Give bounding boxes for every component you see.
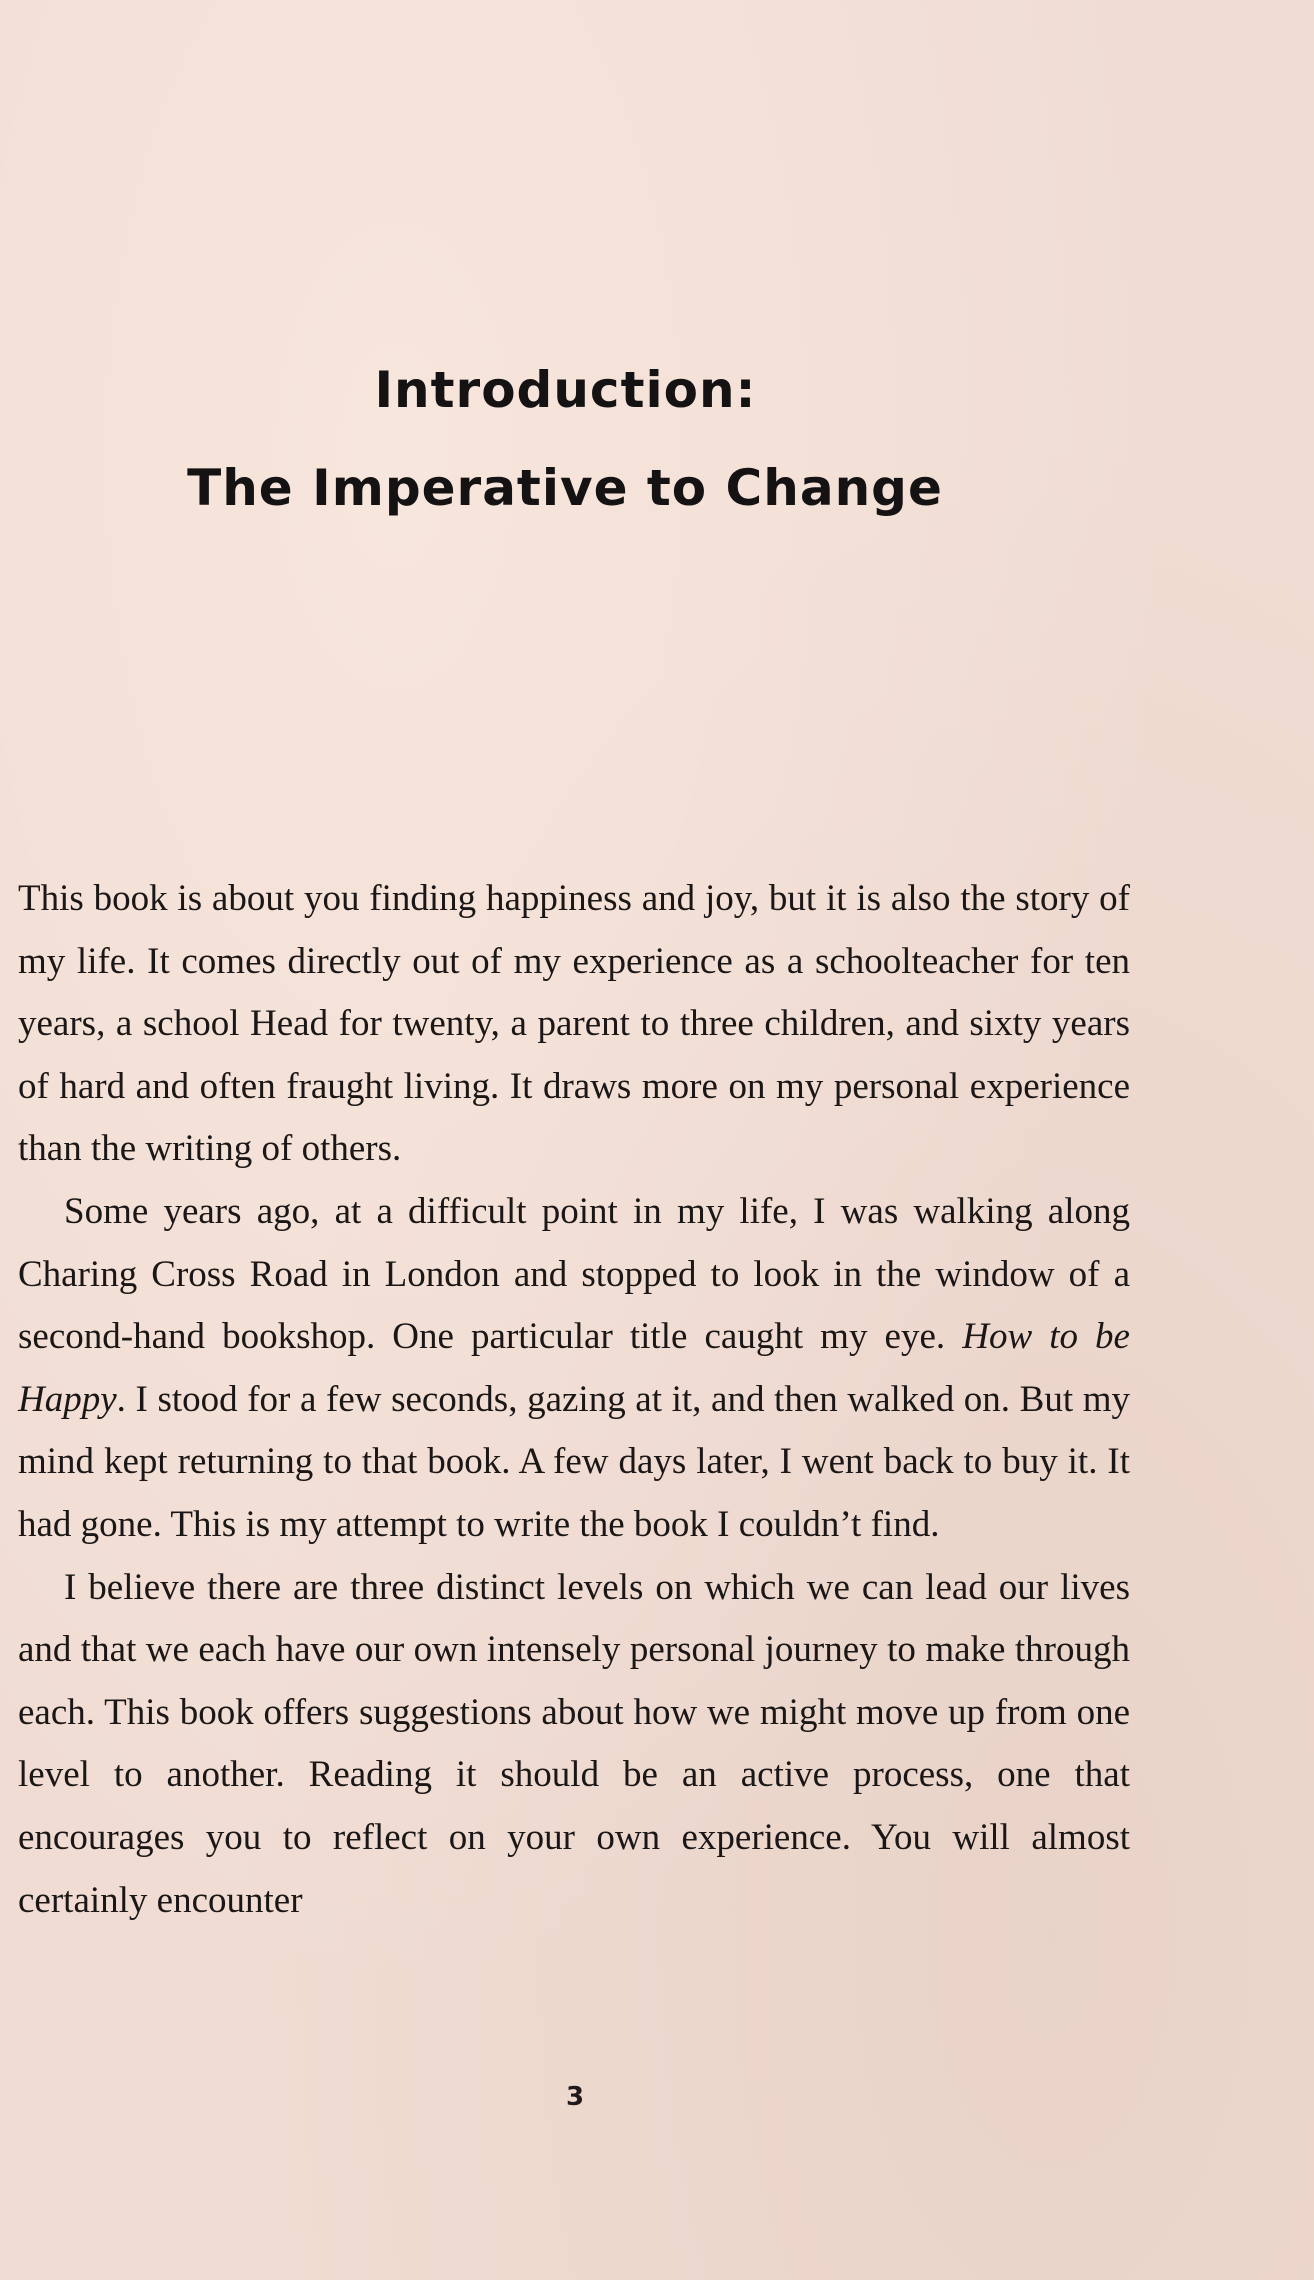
paragraph-1: This book is about you finding happiness and joy, but it is also the story of my life. It comes directly out of my experience as a schoolteacher for ten years, a school Head for twenty, a parent to three children, and sixty years of hard and often fraught living. It draws more on my personal experience than the writing of others. — [18, 878, 1130, 1170]
chapter-title-line2: The Imperative to Change — [187, 459, 943, 517]
paragraph-2 — [18, 1181, 1130, 1557]
paragraph-2-text-before: Some years ago, at a difficult point in my life, I was walking along Charing Cross Road in London and stopped to look in the window of a second-hand bookshop. One particular title caught my eye. — [18, 1190, 1130, 1358]
paragraph-3: I believe there are three distinct levels on which we can lead our lives and that we each have our own intensely personal journey to make through each. This book offers suggestions about how we might move up from one level to another. Reading it should be an active process, one that encourages you to reflect on your own experience. You will almost certainly encounter — [18, 1566, 1130, 1921]
page-number: 3 — [565, 2082, 585, 2112]
chapter-title-line1: Introduction: — [374, 361, 757, 419]
book-title-italic: How to be Happy — [18, 1316, 1130, 1420]
paragraph-2-text-after: . I stood for a few seconds, gazing at it, and then walked on. But my mind kept returning to that book. A few days later, I went back to buy it. It had gone. This is my attempt to write the book I couldn’t find. — [18, 1378, 1130, 1545]
chapter-heading — [0, 350, 1130, 528]
body-text — [18, 868, 1130, 1932]
